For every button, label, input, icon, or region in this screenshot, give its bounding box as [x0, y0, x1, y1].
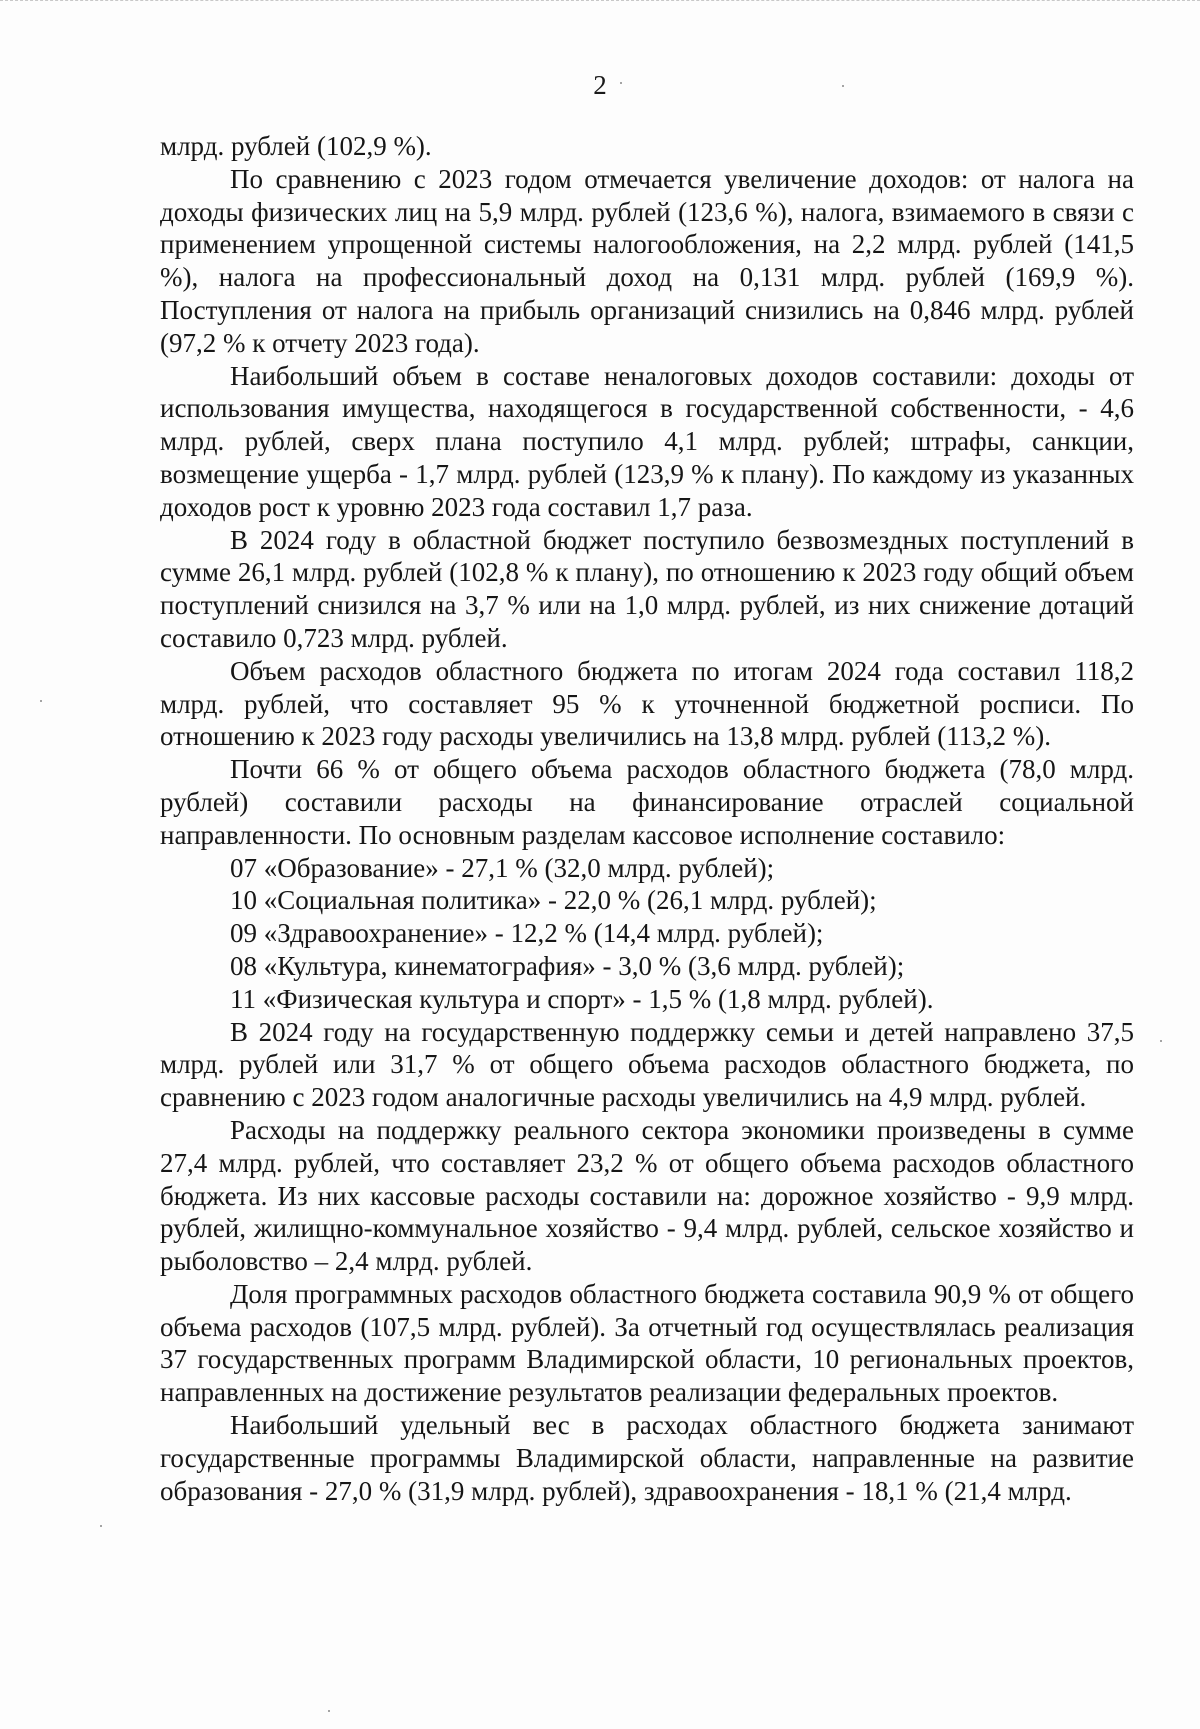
list-item-education: 07 «Образование» - 27,1 % (32,0 млрд. рублей);	[230, 852, 775, 883]
paragraph-non-tax-income: Наибольший объем в составе неналоговых доходов составили: доходы от использования имущества, находящегося в государственной собственности, - 4,6 млрд. рублей, сверх плана поступило 4,1 млрд. рублей; штрафы, санкции, возмещение ущерба - 1,7 млрд. рублей (123,9 % к плану). По каждому из указанных доходов рост к уровню 2023 года составил 1,7 раза.	[160, 360, 1134, 522]
paragraph-social-expenditure: Почти 66 % от общего объема расходов областного бюджета (78,0 млрд. рублей) составили расходы на финансирование отраслей социальной направленности. По основным разделам кассовое исполнение составило:	[160, 754, 1134, 850]
list-item-culture: 08 «Культура, кинематография» - 3,0 % (3,6 млрд. рублей);	[230, 950, 905, 981]
paragraph-largest-share: Наибольший удельный вес в расходах областного бюджета занимают государственные программы Владимирской области, направленные на развитие образования - 27,0 % (31,9 млрд. рублей), здравоохранения - 18,1 % (21,4 млрд.	[160, 1410, 1134, 1506]
paragraph-income-comparison: По сравнению с 2023 годом отмечается увеличение доходов: от налога на доходы физических лиц на 5,9 млрд. рублей (123,6 %), налога, взимаемого в связи с применением упрощенной системы налогообложения, на 2,2 млрд. рублей (141,5 %), налога на профессиональный доход на 0,131 млрд. рублей (169,9 %). Поступления от налога на прибыль организаций снизились на 0,846 млрд. рублей (97,2 % к отчету 2023 года).	[160, 163, 1134, 358]
paragraph-real-sector: Расходы на поддержку реального сектора экономики произведены в сумме 27,4 млрд. рублей, что составляет 23,2 % от общего объема расходов областного бюджета. Из них кассовые расходы составили на: дорожное хозяйство - 9,9 млрд. рублей, жилищно-коммунальное хозяйство - 9,4 млрд. рублей, сельское хозяйство и рыболовство – 2,4 млрд. рублей.	[160, 1114, 1134, 1277]
list-item-social-policy: 10 «Социальная политика» - 22,0 % (26,1 млрд. рублей);	[230, 885, 877, 916]
paragraph-expenditure-volume: Объем расходов областного бюджета по итогам 2024 года составил 118,2 млрд. рублей, что составляет 95 % к уточненной бюджетной росписи. По отношению к 2023 году расходы увеличились на 13,8 млрд. рублей (113,2 %).	[160, 655, 1134, 752]
page-number: 2	[593, 70, 607, 100]
page-top-edge	[0, 0, 1200, 4]
paragraph-family-support: В 2024 году на государственную поддержку семьи и детей направлено 37,5 млрд. рублей или 31,7 % от общего объема расходов областного бюджета, по сравнению с 2023 годом аналогичные расходы увеличились на 4,9 млрд. рублей.	[160, 1016, 1134, 1113]
paragraph-continuation: млрд. рублей (102,9 %).	[160, 131, 432, 161]
document-body	[160, 130, 1134, 1507]
paragraph-program-expenditure: Доля программных расходов областного бюджета составила 90,9 % от общего объема расходов (107,5 млрд. рублей). За отчетный год осуществлялась реализация 37 государственных программ Владимирской области, 10 региональных проектов, направленных на достижение результатов реализации федеральных проектов.	[160, 1278, 1134, 1408]
list-item-sport: 11 «Физическая культура и спорт» - 1,5 % (1,8 млрд. рублей).	[230, 983, 934, 1014]
scan-speck	[620, 82, 622, 84]
scan-speck	[328, 1710, 330, 1712]
list-item-healthcare: 09 «Здравоохранение» - 12,2 % (14,4 млрд. рублей);	[230, 918, 824, 949]
scan-speck	[100, 1525, 102, 1527]
scan-speck	[40, 700, 42, 702]
scan-speck	[842, 85, 844, 87]
scan-speck	[1160, 1040, 1162, 1042]
paragraph-gratuitous-receipts: В 2024 году в областной бюджет поступило безвозмездных поступлений в сумме 26,1 млрд. рублей (102,8 % к плану), по отношению к 2023 году общий объем поступлений снизился на 3,7 % или на 1,0 млрд. рублей, из них снижение дотаций составило 0,723 млрд. рублей.	[160, 524, 1134, 653]
